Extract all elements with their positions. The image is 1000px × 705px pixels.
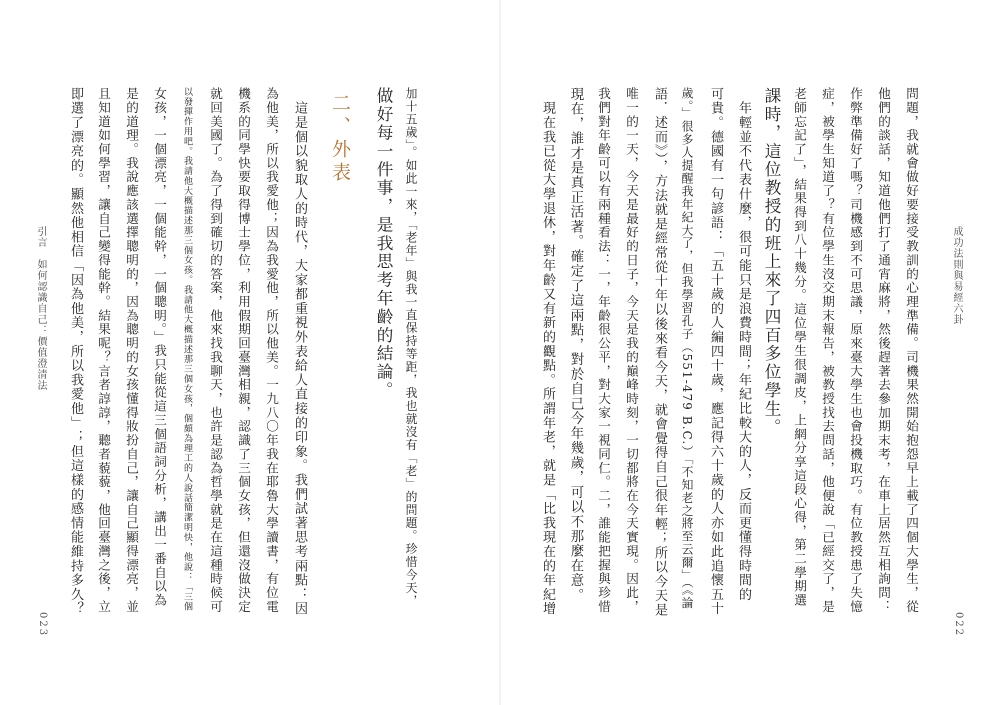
- text-column: 老師忘記了」，結果得到八十幾分。這位學生很調皮，上網分享這段心得，第二學期選: [792, 87, 807, 608]
- text-column: 女孩，一個漂亮，一個能幹，一個聰明。」我只能從這三個語詞分析，講出一番自以為: [152, 87, 167, 608]
- text-column: 以發揮作用吧。我請他大概描述那三個女孩。我請他大概描述那三個女孩，個頗為理工的人說話簡潔明快，他說：「三個: [182, 87, 192, 612]
- text-column: 他們的談話，知道他們打了通宵麻將，然後趕著去參加期末考，在車上居然互相詢問：: [876, 87, 891, 614]
- text-column: 且知道如何學習，讓自己變得能幹。結果呢？言者諄諄，聽者藐藐，他回臺灣之後，立: [96, 87, 111, 614]
- page-number-right: 022: [953, 612, 964, 638]
- text-column: 症，被學生知道了？有位學生沒交期末報告，被教授找去問話，他便說「已經交了，是: [820, 87, 835, 614]
- text-column: 作弊準備好了嗎？司機感到不可思議，原來臺大學生也會投機取巧。有位教授患了失憶: [848, 87, 863, 614]
- text-column: 加十五歲」。如此一來，「老年」與我一直保持等距，我也就沒有「老」的問題。珍惜今天，: [404, 87, 418, 608]
- text-column: 現在我已從大學退休，對年齡又有新的觀點。所謂年老，就是「比我現在的年紀增: [540, 87, 555, 617]
- right-page: [500, 0, 1000, 705]
- text-column: 語．述而》），方法就是經常從十年以後來看今天，就會覺得自己很年輕；所以今天是: [652, 87, 667, 618]
- text-column: 可貴。德國有一句諺語：「五十歲的人編四十歲，應記得六十歲的人亦如此追懷五十: [708, 87, 723, 617]
- text-column: 是的道理。我說應該選擇聰明的，因為聰明的女孩懂得妝扮自己，讓自己顯得漂亮，並: [124, 87, 139, 614]
- text-column: 這是個以貌取人的時代，大家都重視外表給人直接的印象。我們試著思考兩點：因: [292, 87, 307, 617]
- text-column: 機系的同學快要取得博士學位，利用假期回臺灣相親，認識了三個女孩，但還沒做決定: [236, 87, 251, 614]
- text-column: 問題，我就會做好要接受教訓的心理準備。司機果然開始抱怨早上載了四個大學生，從: [904, 87, 919, 614]
- section-heading: 二、外表: [329, 93, 351, 185]
- text-column: 做好每一件事，是我思考年齡的結論。: [374, 87, 393, 400]
- running-head-right: 成功法則與易經六卦: [951, 226, 962, 325]
- running-head-left: 引言 如何認識自己：價值澄清法: [35, 226, 46, 391]
- text-column: 即選了漂亮的。顯然他相信「因為他美，所以我愛他」；但這樣的感情能維持多久？: [68, 87, 83, 617]
- text-column: 我們對年齡可以有兩種看法：一，年齡很公平，對大家一視同仁。二，誰能把握與珍惜: [596, 87, 611, 614]
- text-column: 課時，這位教授的班上來了四百多位學生。: [762, 87, 781, 437]
- text-column: 現在，誰才是真正活著。確定了這兩點，對於自己今年幾歲，可以不那麼在意。: [568, 87, 583, 603]
- text-column: 唯一的一天，今天是最好的日子，今天是我的巔峰時刻，一切都將在今天實現。因此，: [624, 87, 639, 614]
- text-column: 歲。」很多人提醒我年紀大了，但我學習孔子（551-479 B.C.）「不知老之將至云爾」（《論: [680, 87, 694, 610]
- page-number-left: 023: [37, 612, 48, 638]
- text-column: 為他美，所以我愛他；因為我愛他，所以他美。一九八〇年我在耶魯大學讀書，有位電: [264, 87, 279, 614]
- text-column: 就回美國了。為了得到確切的答案，他來找我聊天，也許是認為哲學就是在這種時候可: [208, 87, 223, 614]
- text-column: 年輕並不代表什麼，很可能只是浪費時間；年紀比較大的人，反而更懂得時間的: [736, 87, 751, 602]
